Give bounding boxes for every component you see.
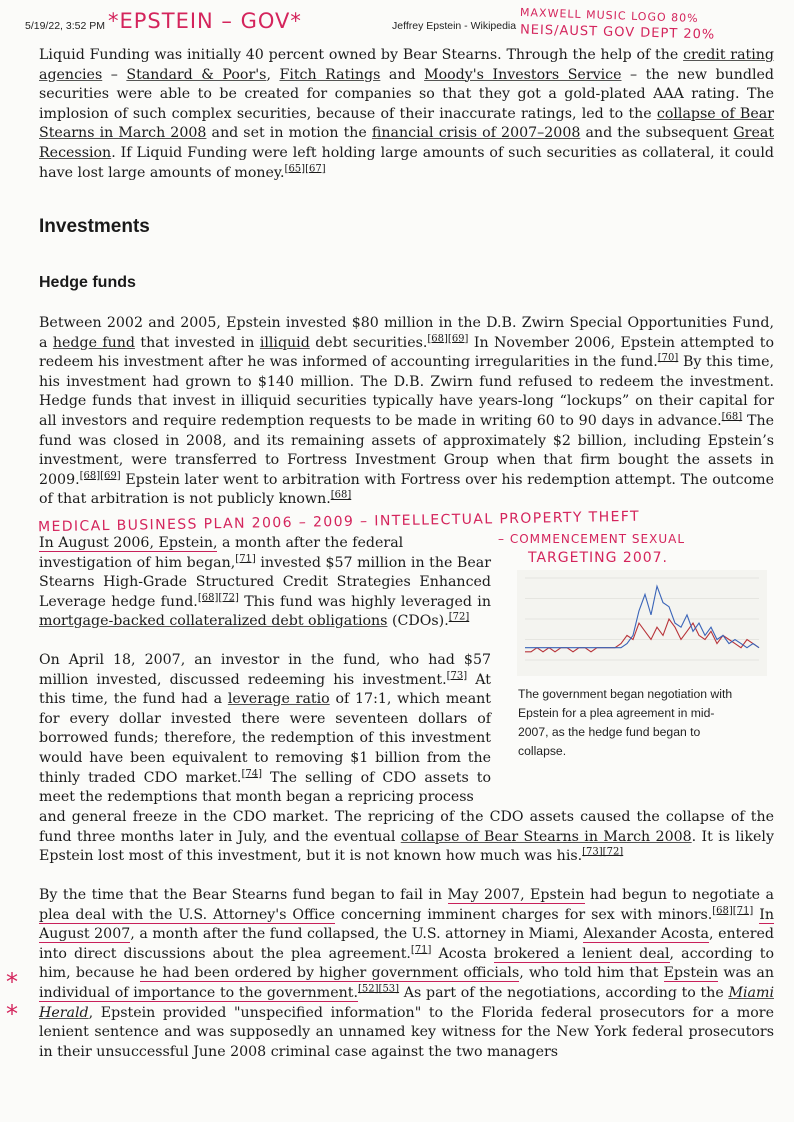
citation[interactable]: [72]: [448, 611, 470, 623]
link-fitch-ratings[interactable]: Fitch Ratings: [279, 66, 381, 83]
citation[interactable]: [65][67]: [284, 162, 326, 174]
figure-caption: The government began negotiation with Epstein for a plea agreement in mid-2007, as the hedge fund began to collapse.: [518, 687, 733, 758]
heading-investments: Investments: [39, 216, 150, 237]
annotation-medical-plan: MEDICAL BUSINESS PLAN 2006 – 2009 – INTELLECTUAL PROPERTY THEFT: [37, 508, 641, 536]
print-page-title: Jeffrey Epstein - Wikipedia: [392, 20, 517, 32]
citation[interactable]: [71]: [235, 552, 256, 564]
annotation-targeting: TARGETING 2007.: [528, 550, 668, 566]
link-mortgage-cdo[interactable]: mortgage-backed collateralized debt obligations: [39, 613, 388, 630]
link-great-recession[interactable]: Great Recession: [39, 125, 775, 161]
underline-importance: individual of importance to the government.: [39, 984, 359, 1001]
hedge-funds-paragraph-3: On April 18, 2007, an investor in the fund, who had $57 million invested, discussed redeeming his investment.[73] At this time, the fund had a leverage ratio of 17:1, which meant for every dollar invested there were seventeen dollars of borrowed funds; therefore, the redemption of this investment would have been equivalent to removing $1 billion from the thinly traded CDO market.[74] The selling of CDO assets to meet the redemptions that month began a repricing process: [39, 652, 492, 806]
intro-paragraph: Liquid Funding was initially 40 percent owned by Bear Stearns. Through the help of the credit rating agencies – Standard & Poor's, Fitch Ratings and Moody's Investors Service – the new bundled securities were able to be created for companies so that they got a gold-plated AAA rating. The implosion of such complex securities, because of their inaccurate ratings, led to the collapse of Bear Stearns in March 2008 and set in motion the financial crisis of 2007–2008 and the subsequent Great Recession. If Liquid Funding were left holding large amounts of such securities as collateral, it could have lost large amounts of money.[65][67]: [39, 47, 775, 181]
hedge-funds-paragraph-1: Between 2002 and 2005, Epstein invested $80 million in the D.B. Zwirn Special Opportunities Fund, a hedge fund that invested in illiquid debt securities.[68][69] In November 2006, Epstein attempted to redeem his investment after he was informed of accounting irregularities in the fund.[70] By this time, his investment had grown to $140 million. The D.B. Zwirn fund refused to redeem the investment. Hedge funds that invest in illiquid securities typically have years-long “lockups” on their capital for all investors and require redemption requests to be made in writing 60 to 90 days in advance.[68] The fund was closed in 2008, and its remaining assets of approximately $2 billion, including Epstein’s investment, were transferred to Fortress Investment Group when that firm bought the assets in 2009.[68][69] Epstein later went to arbitration with Fortress over his redemption attempt. The outcome of that arbitration is not publicly known.[68]: [39, 315, 775, 508]
link-hedge-fund[interactable]: hedge fund: [52, 334, 135, 351]
print-timestamp: 5/19/22, 3:52 PM: [25, 20, 105, 32]
citation[interactable]: [68]: [330, 489, 352, 501]
annotation-star-1: *: [6, 968, 18, 996]
annotation-epstein-gov: *EPSTEIN – GOV*: [108, 9, 302, 33]
underline-august-2006: In August 2006, Epstein,: [39, 535, 218, 551]
citation[interactable]: [68][69]: [79, 470, 121, 482]
hedge-fund-chart: [517, 570, 767, 676]
citation[interactable]: [74]: [241, 767, 262, 779]
link-leverage-ratio[interactable]: leverage ratio: [227, 691, 330, 708]
hedge-funds-paragraph-2: In August 2006, Epstein, a month after the federal investigation of him began,[71] invested $57 million in the Bear Stearns High-Grade Structured Credit Strategies Enhanced Leverage hedge fund.[68][72] This fund was highly leveraged in mortgage-backed collateralized debt obligations (CDOs).[72]: [39, 535, 491, 630]
underline-lenient-deal: brokered a lenient deal: [493, 945, 670, 962]
link-miami-herald[interactable]: Miami Herald: [39, 984, 774, 1021]
hedge-funds-paragraph-4: By the time that the Bear Stearns fund began to fail in May 2007, Epstein had begun to negotiate a plea deal with the U.S. Attorney's Office concerning imminent charges for sex with minors.[68][71] In August 2007, a month after the fund collapsed, the U.S. attorney in Miami, Alexander Acosta, entered into direct discussions about the plea agreement.[71] Acosta brokered a lenient deal, according to him, because he had been ordered by higher government officials, who told him that Epstein was an individual of importance to the government.[52][53] As part of the negotiations, according to the Miami Herald, Epstein provided "unspecified information" to the Florida federal prosecutors for a more lenient sentence and was supposedly an unnamed key witness for the New York federal prosecutors in their unsuccessful June 2008 criminal case against the two managers: [39, 887, 775, 1060]
annotation-commencement: – COMMENCEMENT SEXUAL: [498, 532, 686, 546]
annotation-neis-aust: NEIS/AUST GOV DEPT 20%: [519, 22, 716, 43]
link-illiquid[interactable]: illiquid: [259, 334, 310, 351]
annotation-maxwell-logo: MAXWELL MUSIC LOGO 80%: [519, 5, 699, 26]
heading-hedge-funds: Hedge funds: [39, 274, 136, 291]
link-moodys[interactable]: Moody's Investors Service: [424, 66, 622, 83]
citation[interactable]: [73][72]: [582, 846, 624, 858]
annotation-star-2: *: [6, 1000, 18, 1028]
citation[interactable]: [71]: [410, 944, 432, 956]
chart-svg: [517, 570, 767, 676]
citation[interactable]: [68][69]: [427, 332, 469, 344]
underline-august-2007: In August 2007: [39, 906, 774, 943]
link-collapse-bear-stearns-2[interactable]: collapse of Bear Stearns in March 2008: [400, 828, 692, 845]
citation[interactable]: [68][72]: [197, 592, 239, 604]
citation[interactable]: [68]: [721, 411, 743, 423]
citation[interactable]: [73]: [446, 669, 468, 681]
underline-epstein: Epstein: [663, 965, 719, 982]
underline-may-2007: May 2007, Epstein: [447, 887, 585, 903]
citation[interactable]: [52][53]: [358, 983, 400, 995]
link-credit-rating-agencies[interactable]: credit rating agencies: [39, 47, 775, 83]
underline-plea-deal: plea deal with the U.S. Attorney's Office: [39, 906, 335, 923]
link-standard-poors[interactable]: Standard & Poor's: [126, 66, 267, 83]
hedge-funds-paragraph-3-continued: and general freeze in the CDO market. The repricing of the CDO assets caused the collapse of the fund three months later in July, and the eventual collapse of Bear Stearns in March 2008. It is likely Epstein lost most of this investment, but it is not known how much was his.[73][72]: [39, 809, 774, 865]
citation[interactable]: [68][71]: [712, 904, 754, 916]
link-financial-crisis[interactable]: financial crisis of 2007–2008: [371, 125, 581, 142]
citation[interactable]: [70]: [657, 352, 679, 364]
underline-ordered: he had been ordered by higher government officials: [139, 965, 520, 982]
underline-acosta: Alexander Acosta: [583, 926, 710, 943]
chart-series-red: [525, 619, 759, 652]
link-collapse-bear-stearns[interactable]: collapse of Bear Stearns in March 2008: [39, 105, 774, 142]
chart-series-blue: [525, 586, 759, 648]
